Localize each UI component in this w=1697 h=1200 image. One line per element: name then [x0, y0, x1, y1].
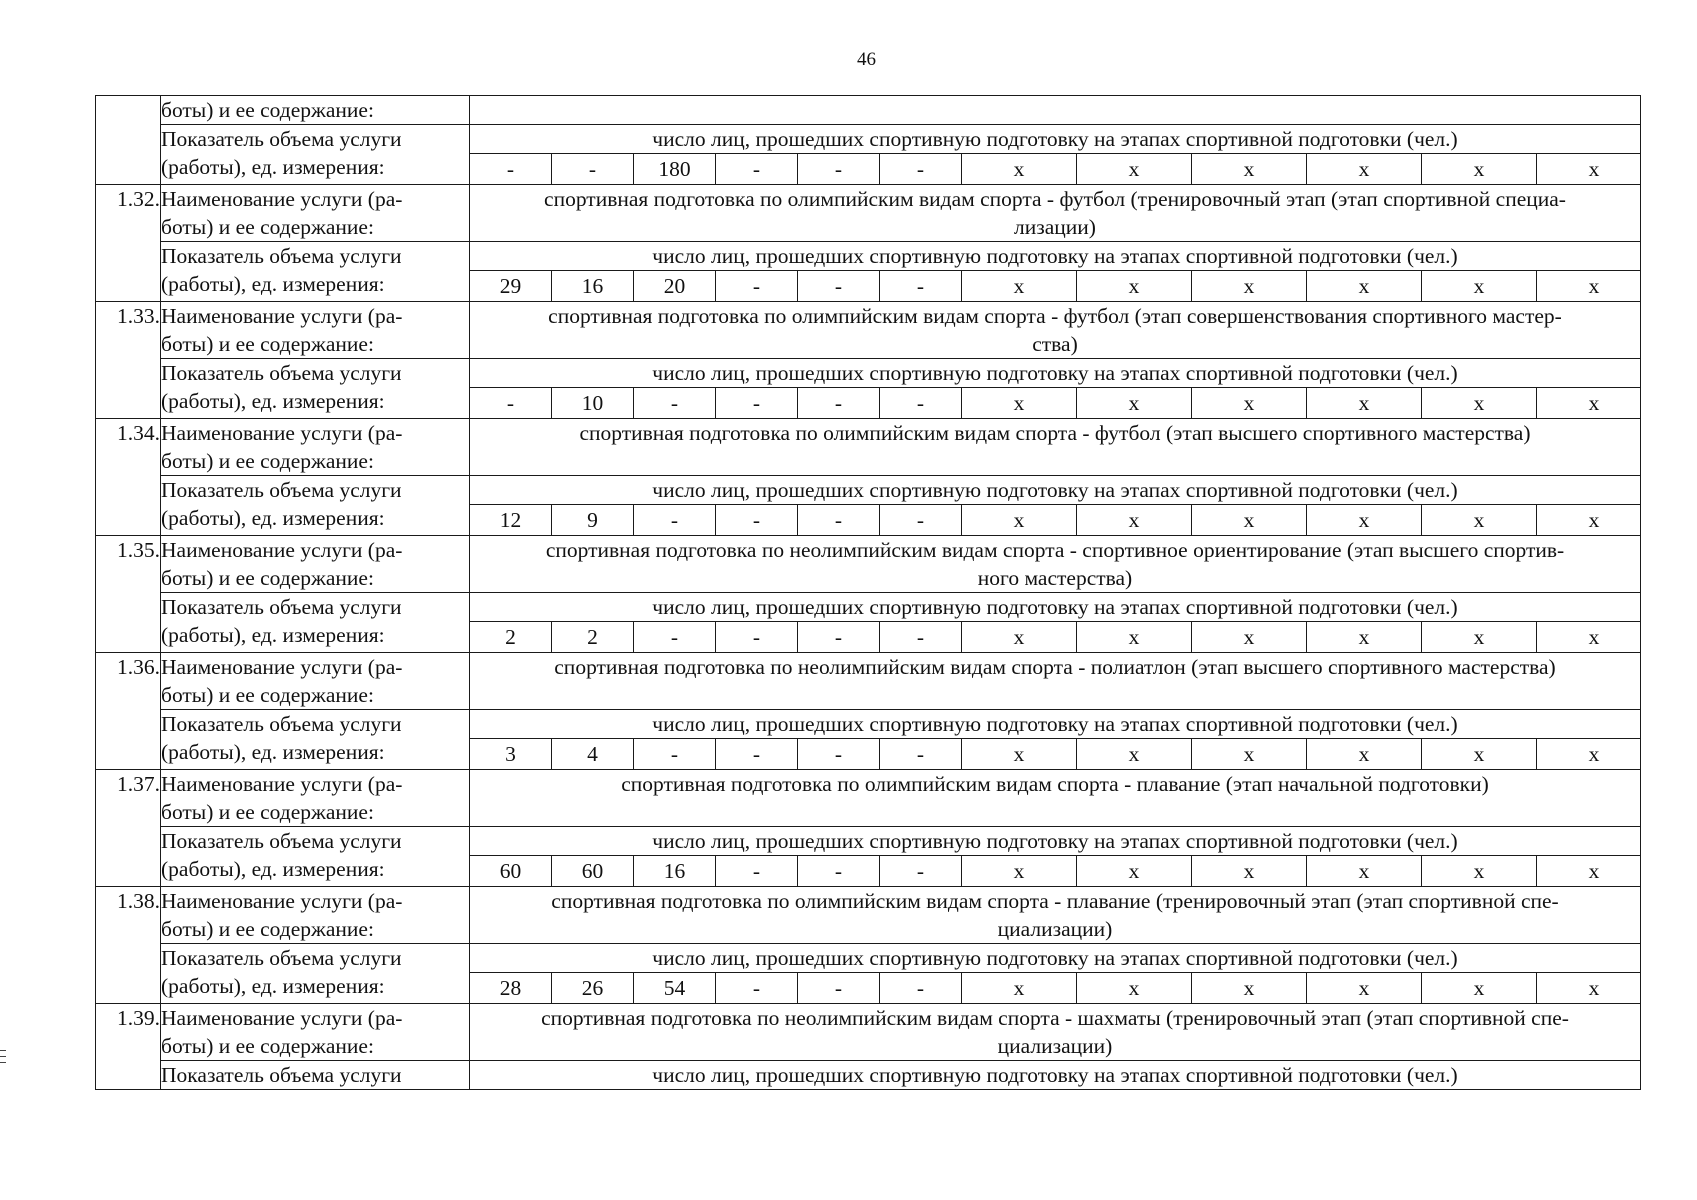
name-label-line: Наименование услуги (ра- [161, 304, 403, 328]
values-cell [470, 739, 1641, 770]
value-cell: x [962, 271, 1077, 301]
table-row [96, 770, 1641, 827]
name-label-cell [161, 185, 470, 242]
name-label-line: Наименование услуги (ра- [161, 1006, 403, 1030]
name-label-cell [161, 1004, 470, 1061]
value-cell: - [798, 973, 880, 1003]
row-number: 1.39. [96, 1004, 161, 1090]
indicator-text: число лиц, прошедших спортивную подготовку на этапах спортивной подготовки (чел.) [470, 710, 1641, 739]
value-cell: 26 [552, 973, 634, 1003]
value-cell: x [1077, 271, 1192, 301]
value-cell: x [1537, 154, 1652, 184]
value-cell: x [962, 622, 1077, 652]
indicator-label-cell [161, 710, 470, 770]
description-line [470, 447, 1640, 475]
values-row [470, 505, 1651, 535]
value-cell: x [962, 505, 1077, 535]
values-row [470, 388, 1651, 418]
indicator-label-line: (работы), ед. измерения: [161, 155, 385, 179]
value-cell: x [1422, 271, 1537, 301]
value-cell: x [1537, 973, 1652, 1003]
value-cell: x [1077, 973, 1192, 1003]
value-cell: - [880, 856, 962, 886]
value-cell: x [1422, 622, 1537, 652]
name-label-line: Наименование услуги (ра- [161, 538, 403, 562]
services-table [95, 95, 1641, 1090]
value-cell: x [1077, 505, 1192, 535]
indicator-label-line: Показатель объема услуги [161, 244, 402, 268]
name-label-cell [161, 770, 470, 827]
value-cell: x [1422, 973, 1537, 1003]
indicator-label-line: Показатель объема услуги [161, 946, 402, 970]
value-cell: - [798, 622, 880, 652]
value-cell: - [634, 622, 716, 652]
indicator-label-cell [161, 359, 470, 419]
value-cell: x [1537, 271, 1652, 301]
indicator-text: число лиц, прошедших спортивную подготовку на этапах спортивной подготовки (чел.) [470, 827, 1641, 856]
value-cell: x [1307, 154, 1422, 184]
table-row [96, 125, 1641, 154]
margin-marks [0, 1050, 6, 1068]
value-cell: - [506, 157, 515, 181]
name-label-line: боты) и ее содержание: [161, 566, 374, 590]
table-row [96, 536, 1641, 593]
description-line: ства) [1032, 332, 1078, 356]
service-description [470, 653, 1641, 710]
indicator-label-line: (работы), ед. измерения: [161, 740, 385, 764]
value-cell: - [716, 622, 798, 652]
name-label-line: боты) и ее содержание: [161, 449, 374, 473]
table-row [96, 185, 1641, 242]
value-cell: x [1077, 856, 1192, 886]
service-description [470, 536, 1641, 593]
value-cell: x [1077, 739, 1192, 769]
table-row [96, 710, 1641, 739]
value-cell: 9 [552, 505, 634, 535]
row-number: 1.38. [96, 887, 161, 1004]
table-row [96, 593, 1641, 622]
value-cell: x [1307, 973, 1422, 1003]
indicator-label-line: (работы), ед. измерения: [161, 623, 385, 647]
table-row [96, 827, 1641, 856]
indicator-text: число лиц, прошедших спортивную подготовку на этапах спортивной подготовки (чел.) [470, 1061, 1641, 1090]
margin-mark [0, 1050, 6, 1051]
description-line [470, 798, 1640, 826]
name-label-line: боты) и ее содержание: [161, 215, 374, 239]
row-number: 1.35. [96, 536, 161, 653]
name-label-line: Наименование услуги (ра- [161, 655, 403, 679]
value-cell: x [1192, 505, 1307, 535]
value-cell: 180 [634, 154, 716, 184]
indicator-label-cell [161, 944, 470, 1004]
value-cell: - [634, 505, 716, 535]
description-line: циализации) [997, 917, 1113, 941]
value-cell: x [1192, 388, 1307, 418]
name-label-line: боты) и ее содержание: [161, 800, 374, 824]
values-row [470, 739, 1651, 769]
value-cell: - [798, 271, 880, 301]
name-label-line: боты) и ее содержание: [161, 1034, 374, 1058]
value-cell: - [798, 154, 880, 184]
row-number: 1.34. [96, 419, 161, 536]
value-cell: 4 [552, 739, 634, 769]
value-cell: x [1422, 388, 1537, 418]
value-cell: - [880, 973, 962, 1003]
value-cell: x [1077, 154, 1192, 184]
value-cell: - [716, 388, 798, 418]
description-line: спортивная подготовка по олимпийским видам спорта - футбол (тренировочный этап (этап спортивной специа- [544, 187, 1566, 211]
value-cell: - [716, 739, 798, 769]
value-cell: x [1192, 973, 1307, 1003]
indicator-text: число лиц, прошедших спортивную подготовку на этапах спортивной подготовки (чел.) [470, 242, 1641, 271]
indicator-label-line: Показатель объема услуги [161, 1063, 402, 1087]
value-cell: x [962, 739, 1077, 769]
name-label-line: боты) и ее содержание: [161, 98, 374, 122]
indicator-text: число лиц, прошедших спортивную подготовку на этапах спортивной подготовки (чел.) [470, 476, 1641, 505]
row-number: 1.33. [96, 302, 161, 419]
value-cell: x [1422, 154, 1537, 184]
description-line: циализации) [997, 1034, 1113, 1058]
value-cell: x [1422, 856, 1537, 886]
value-cell: x [1192, 856, 1307, 886]
service-description [470, 887, 1641, 944]
value-cell: x [1077, 622, 1192, 652]
value-cell: x [1307, 622, 1422, 652]
table-row [96, 887, 1641, 944]
values-table [470, 973, 1651, 1003]
value-cell: x [1307, 388, 1422, 418]
value-cell: - [880, 622, 962, 652]
description-line: спортивная подготовка по олимпийским видам спорта - футбол (этап совершенствования спортивного мастер- [548, 304, 1562, 328]
values-table [470, 271, 1651, 301]
indicator-label-cell [161, 125, 470, 185]
value-cell: x [962, 154, 1077, 184]
indicator-text: число лиц, прошедших спортивную подготовку на этапах спортивной подготовки (чел.) [470, 359, 1641, 388]
indicator-label-line: (работы), ед. измерения: [161, 857, 385, 881]
indicator-label-cell [161, 242, 470, 302]
value-cell: 2 [505, 625, 516, 649]
value-cell: - [506, 391, 515, 415]
indicator-label-line: (работы), ед. измерения: [161, 506, 385, 530]
value-cell: - [716, 154, 798, 184]
value-cell: 16 [552, 271, 634, 301]
value-cell: - [552, 154, 634, 184]
row-number-cell [96, 96, 161, 185]
values-row [470, 154, 1651, 184]
name-label-cell [161, 653, 470, 710]
value-cell: x [1537, 388, 1652, 418]
indicator-text: число лиц, прошедших спортивную подготовку на этапах спортивной подготовки (чел.) [470, 944, 1641, 973]
value-cell: 29 [499, 274, 522, 298]
value-cell: 54 [634, 973, 716, 1003]
value-cell: x [1192, 622, 1307, 652]
value-cell: - [798, 388, 880, 418]
value-cell: - [798, 505, 880, 535]
value-cell: - [880, 739, 962, 769]
description-line: спортивная подготовка по неолимпийским видам спорта - полиатлон (этап высшего спортивного мастерства) [554, 655, 1556, 679]
value-cell: x [1192, 739, 1307, 769]
margin-mark [0, 1062, 6, 1063]
values-cell [470, 622, 1641, 653]
table-row [96, 96, 1641, 125]
value-cell: x [1537, 622, 1652, 652]
margin-mark [0, 1056, 6, 1057]
indicator-text: число лиц, прошедших спортивную подготовку на этапах спортивной подготовки (чел.) [470, 125, 1641, 154]
values-cell [470, 154, 1641, 185]
name-label-line: Наименование услуги (ра- [161, 889, 403, 913]
name-label-cell [161, 96, 470, 125]
value-cell: x [1422, 739, 1537, 769]
value-cell: - [634, 739, 716, 769]
description-line: спортивная подготовка по неолимпийским видам спорта - шахматы (тренировочный этап (этап спортивной спе- [541, 1006, 1569, 1030]
table-row [96, 302, 1641, 359]
value-cell: x [1307, 739, 1422, 769]
value-cell: 2 [552, 622, 634, 652]
value-cell: - [716, 271, 798, 301]
indicator-label-line: Показатель объема услуги [161, 478, 402, 502]
table-row [96, 419, 1641, 476]
value-cell: x [1537, 739, 1652, 769]
values-table [470, 622, 1651, 652]
values-table [470, 154, 1651, 184]
values-row [470, 973, 1651, 1003]
table-row [96, 476, 1641, 505]
row-number: 1.36. [96, 653, 161, 770]
table-row [96, 1004, 1641, 1061]
name-label-line: боты) и ее содержание: [161, 917, 374, 941]
indicator-label-cell [161, 827, 470, 887]
value-cell: x [1307, 271, 1422, 301]
values-table [470, 388, 1651, 418]
indicator-label-cell [161, 1061, 470, 1090]
service-description [470, 302, 1641, 359]
values-cell [470, 505, 1641, 536]
name-label-line: боты) и ее содержание: [161, 683, 374, 707]
value-cell: x [1537, 856, 1652, 886]
name-label-cell [161, 419, 470, 476]
name-label-cell [161, 536, 470, 593]
value-cell: x [1307, 856, 1422, 886]
service-description [470, 1004, 1641, 1061]
value-cell: - [880, 505, 962, 535]
indicator-text: число лиц, прошедших спортивную подготовку на этапах спортивной подготовки (чел.) [470, 593, 1641, 622]
indicator-label-cell [161, 593, 470, 653]
indicator-label-line: Показатель объема услуги [161, 712, 402, 736]
value-cell: - [880, 271, 962, 301]
table-row [96, 653, 1641, 710]
value-cell: - [716, 505, 798, 535]
name-label-cell [161, 887, 470, 944]
value-cell: - [716, 856, 798, 886]
value-cell: - [634, 388, 716, 418]
value-cell: 28 [499, 976, 522, 1000]
value-cell: 60 [552, 856, 634, 886]
value-cell: - [880, 388, 962, 418]
description-cell [470, 96, 1641, 125]
service-description [470, 185, 1641, 242]
values-cell [470, 973, 1641, 1004]
description-line: спортивная подготовка по олимпийским видам спорта - плавание (тренировочный этап (этап спортивной спе- [551, 889, 1559, 913]
name-label-line: Наименование услуги (ра- [161, 772, 403, 796]
values-table [470, 739, 1651, 769]
page-number: 46 [857, 49, 876, 70]
description-line [470, 681, 1640, 709]
service-description [470, 770, 1641, 827]
indicator-label-line: Показатель объема услуги [161, 127, 402, 151]
value-cell: - [798, 739, 880, 769]
table-row [96, 1061, 1641, 1090]
values-cell [470, 271, 1641, 302]
row-number: 1.37. [96, 770, 161, 887]
values-row [470, 856, 1651, 886]
value-cell: - [880, 154, 962, 184]
values-row [470, 622, 1651, 652]
indicator-label-line: Показатель объема услуги [161, 361, 402, 385]
indicator-label-cell [161, 476, 470, 536]
indicator-label-line: (работы), ед. измерения: [161, 974, 385, 998]
description-line: спортивная подготовка по олимпийским видам спорта - футбол (этап высшего спортивного мастерства) [579, 421, 1531, 445]
description-line: ного мастерства) [977, 566, 1133, 590]
description-line: спортивная подготовка по олимпийским видам спорта - плавание (этап начальной подготовки) [621, 772, 1489, 796]
value-cell: x [1192, 154, 1307, 184]
value-cell: 60 [499, 859, 522, 883]
value-cell: 3 [505, 742, 516, 766]
values-cell [470, 388, 1641, 419]
service-description [470, 419, 1641, 476]
row-number: 1.32. [96, 185, 161, 302]
value-cell: x [962, 973, 1077, 1003]
value-cell: x [1307, 505, 1422, 535]
values-table [470, 505, 1651, 535]
name-label-line: Наименование услуги (ра- [161, 187, 403, 211]
value-cell: - [716, 973, 798, 1003]
value-cell: 20 [634, 271, 716, 301]
indicator-label-line: (работы), ед. измерения: [161, 389, 385, 413]
value-cell: x [962, 856, 1077, 886]
indicator-label-line: (работы), ед. измерения: [161, 272, 385, 296]
name-label-line: Наименование услуги (ра- [161, 421, 403, 445]
value-cell: 10 [552, 388, 634, 418]
table-row [96, 242, 1641, 271]
description-line: спортивная подготовка по неолимпийским видам спорта - спортивное ориентирование (этап высшего спортив- [545, 538, 1565, 562]
name-label-line: боты) и ее содержание: [161, 332, 374, 356]
values-cell [470, 856, 1641, 887]
value-cell: x [1537, 505, 1652, 535]
value-cell: 16 [634, 856, 716, 886]
table-row [96, 944, 1641, 973]
name-label-cell [161, 302, 470, 359]
values-row [470, 271, 1651, 301]
value-cell: x [1192, 271, 1307, 301]
table-row [96, 359, 1641, 388]
value-cell: x [962, 388, 1077, 418]
indicator-label-line: Показатель объема услуги [161, 595, 402, 619]
values-table [470, 856, 1651, 886]
value-cell: x [1422, 505, 1537, 535]
value-cell: x [1077, 388, 1192, 418]
value-cell: - [798, 856, 880, 886]
indicator-label-line: Показатель объема услуги [161, 829, 402, 853]
value-cell: 12 [499, 508, 522, 532]
description-line: лизации) [1014, 215, 1096, 239]
